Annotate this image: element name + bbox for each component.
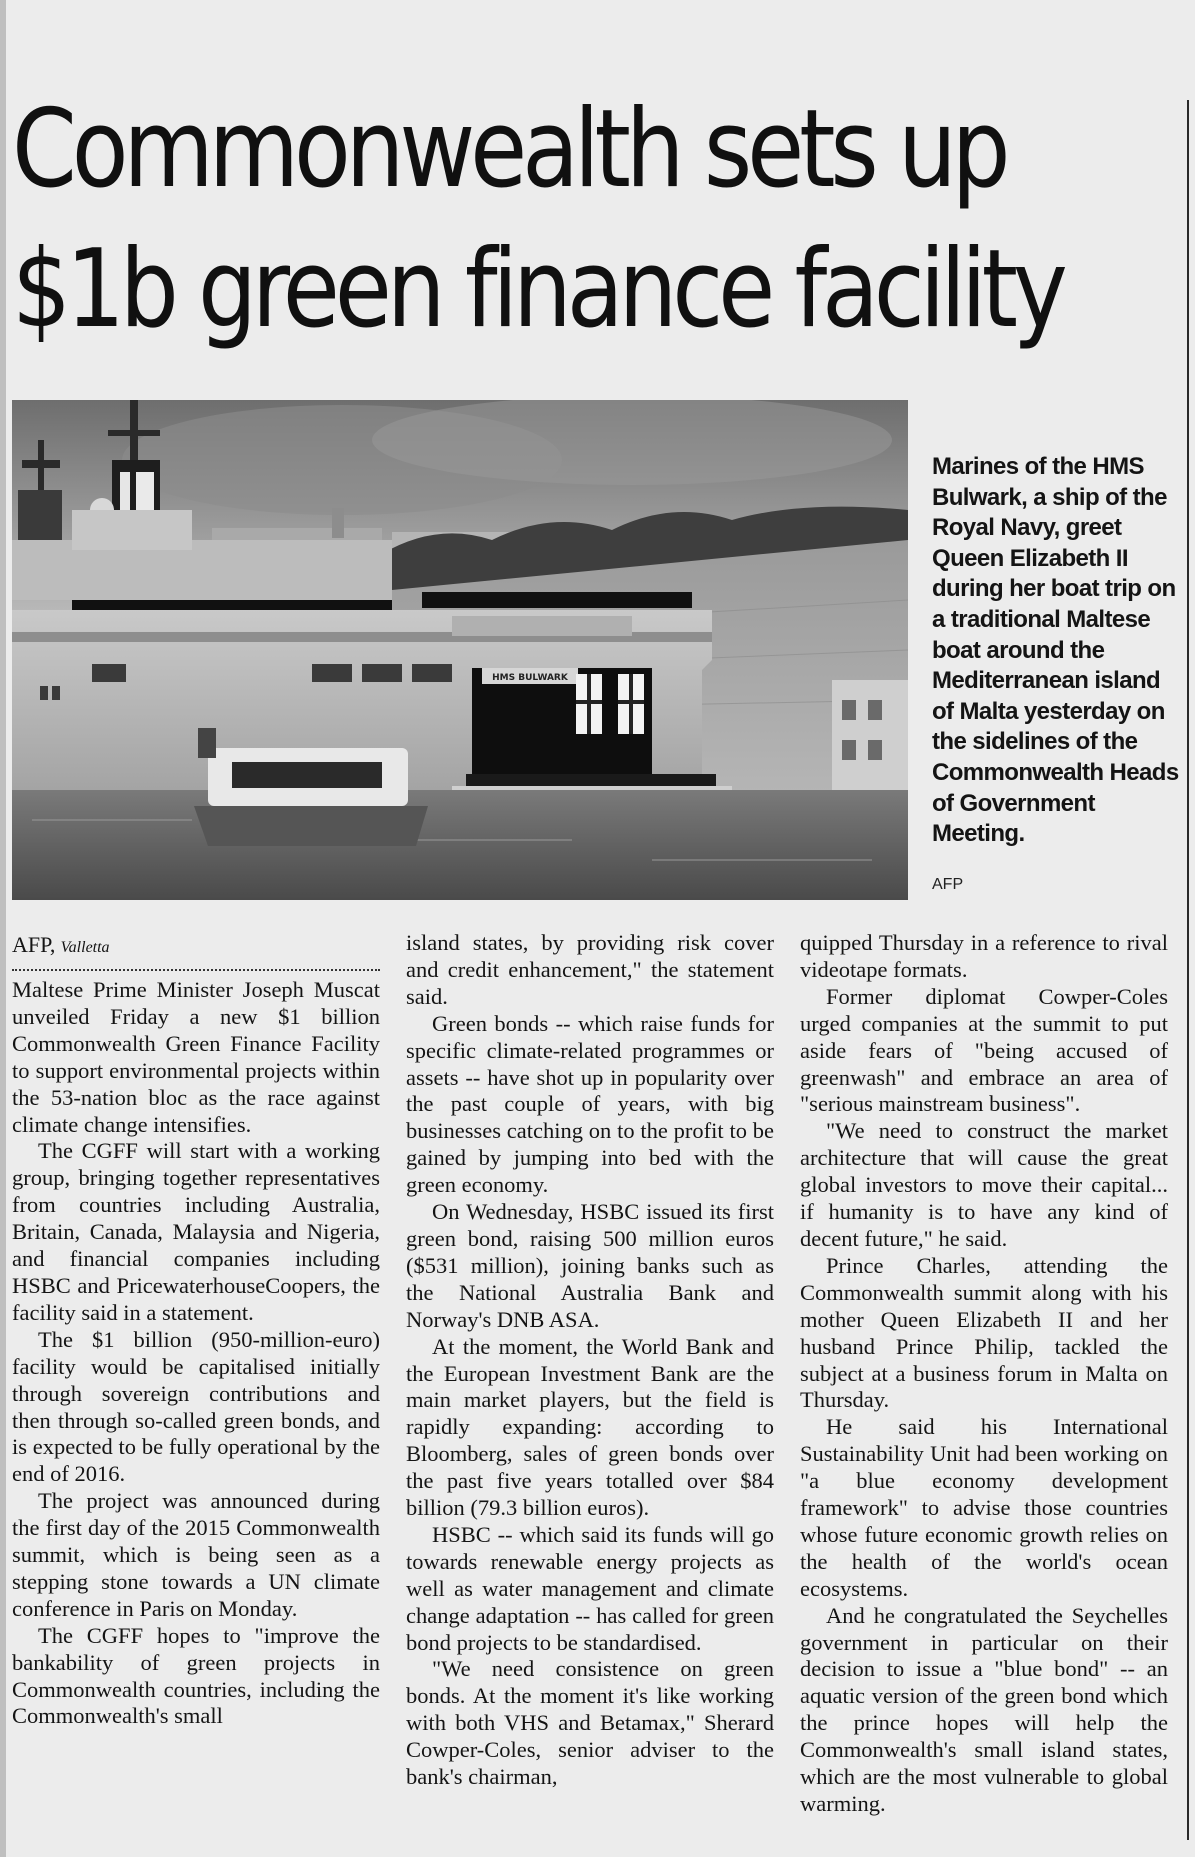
- article-column-3: [800, 930, 1168, 1818]
- photo-caption: Marines of the HMS Bulwark, a ship of the Royal Navy, greet Queen Elizabeth II during her boat trip on a traditional Maltese boat around the Mediterranean island of Malta yesterday on the sidelines of the Commonwealth Heads of Government Meeting.: [932, 453, 1179, 848]
- paragraph: And he congratulated the Seychelles government in particular on their decision to issue a "blue bond" -- an aquatic version of the green bond which the prince hopes will help the Commonwealth's small island states, which are the most vulnerable to global warming.: [800, 1602, 1168, 1816]
- paragraph: Green bonds -- which raise funds for specific climate-related programmes or assets -- have shot up in popularity over the past couple of years, with big businesses catching on to the profit to be gained by jumping into bed with the green economy.: [406, 1010, 774, 1198]
- headline-line-1: Commonwealth sets up: [12, 87, 1006, 212]
- article-column-2: [406, 930, 774, 1791]
- headline: [12, 80, 1063, 360]
- paragraph: quipped Thursday in a reference to rival videotape formats.: [800, 930, 1168, 982]
- paragraph: "We need consistence on green bonds. At the moment it's like working with both VHS and Betamax," Sherard Cowper-Coles, senior adviser to the bank's chairman,: [406, 1656, 774, 1790]
- news-photo: [12, 400, 908, 900]
- paragraph: HSBC -- which said its funds will go towards renewable energy projects as well as water management and climate change adaptation -- has called for green bond projects to be standardised.: [406, 1521, 774, 1655]
- dotted-divider: [12, 969, 380, 971]
- ship-name-plate: HMS BULWARK: [492, 673, 568, 683]
- column-rule: [1187, 100, 1189, 1840]
- paragraph: Prince Charles, attending the Commonwealth summit along with his mother Queen Elizabeth II and her husband Prince Philip, tackled the subject at a business forum in Malta on Thursday.: [800, 1252, 1168, 1413]
- paragraph: The CGFF will start with a working group, bringing together representatives from countries including Australia, Britain, Canada, Malaysia and Nigeria, and financial companies including HSBC and PricewaterhouseCoopers, the facility said in a statement.: [12, 1138, 380, 1325]
- paragraph: The CGFF hopes to "improve the bankability of green projects in Commonwealth countries, including the Commonwealth's small: [12, 1622, 380, 1729]
- paragraph: Maltese Prime Minister Joseph Muscat unveiled Friday a new $1 billion Commonwealth Green Finance Facility to support environmental projects within the 53-nation bloc as the race against climate change intensifies.: [12, 977, 380, 1137]
- dateline-agency: AFP,: [12, 932, 56, 957]
- paragraph: The project was announced during the first day of the 2015 Commonwealth summit, which is being seen as a stepping stone towards a UN climate conference in Paris on Monday.: [12, 1488, 380, 1621]
- paragraph: On Wednesday, HSBC issued its first green bond, raising 500 million euros ($531 million), joining banks such as the National Australia Bank and Norway's DNB ASA.: [406, 1199, 774, 1332]
- photo-credit: AFP: [932, 876, 964, 893]
- dateline-city: Valletta: [60, 939, 110, 956]
- paragraph: Former diplomat Cowper-Coles urged companies at the summit to put aside fears of "being accused of greenwash" and embrace an area of "serious mainstream business".: [800, 983, 1168, 1117]
- paragraph: He said his International Sustainability Unit had been working on "a blue economy development framework" to advise those countries whose future economic growth relies on the health of the world's ocean ecosystems.: [800, 1414, 1168, 1601]
- headline-line-2: $1b green finance facility: [12, 227, 1063, 352]
- paragraph: island states, by providing risk cover and credit enhancement," the statement said.: [406, 930, 774, 1009]
- paragraph: "We need to construct the market architecture that will cause the great global investors to move their capital... if humanity is to have any kind of decent future," he said.: [800, 1118, 1168, 1251]
- article-column-1: [12, 932, 380, 1730]
- ship-photo-illustration: [12, 400, 908, 900]
- paragraph: At the moment, the World Bank and the European Investment Bank are the main market players, but the field is rapidly expanding: according to Bloomberg, sales of green bonds over the past five years totalled over $84 billion (79.3 billion euros).: [406, 1333, 774, 1521]
- dateline: [12, 932, 380, 961]
- paragraph: The $1 billion (950-million-euro) facility would be capitalised initially through sovereign contributions and then through so-called green bonds, and is expected to be fully operational by the end of 2016.: [12, 1326, 380, 1487]
